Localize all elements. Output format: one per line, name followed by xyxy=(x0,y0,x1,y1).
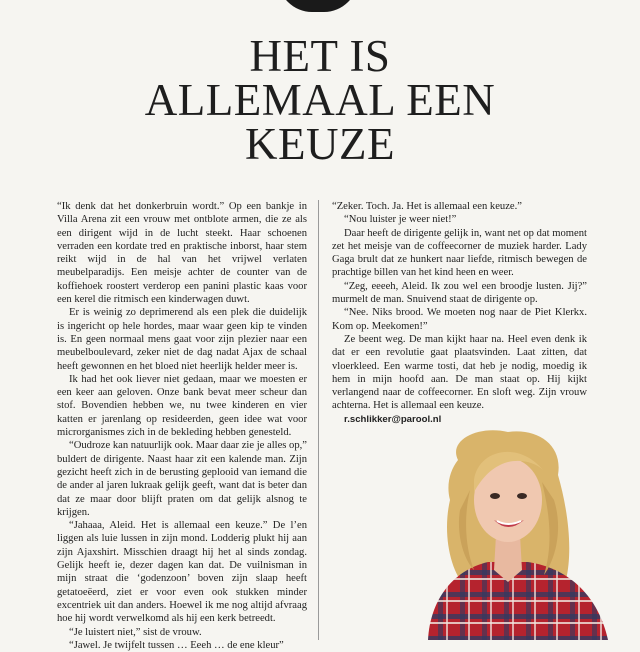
author-photo-illustration xyxy=(408,430,640,640)
paragraph: “Jawel. Je twijfelt tussen … Eeeh … de ene kleur” xyxy=(69,639,284,651)
paragraph: “Je luistert niet,” sist de vrouw. xyxy=(69,626,202,638)
paragraph: Daar heeft de dirigente gelijk in, want net op dat moment zet het meisje van de coffeecorner de muziek harder. Lady Gaga brult dat ze hunkert naar liefde, ritmisch bewegen de prachtige billen van het kind heen en weer. xyxy=(332,227,587,279)
paragraph: Ze beent weg. De man kijkt haar na. Heel even denk ik dat er een revolutie gaat plaatsvinden. Laat zitten, dat vloerkleed. Een warme tosti, dat heb je nodig, moedig ik hem in mijn hoofd aan. De man staat op. Hij kijkt verlangend naar de coffeecorner. En sloft weg. Zijn vrouw achterna. Het is allemaal een keuze. xyxy=(332,333,587,412)
paragraph: “Oudroze kan natuurlijk ook. Maar daar zie je alles op,” buldert de dirigente. Naast haar zit een kalende man. Zijn gezicht heeft zich in de berusting geplooid van iemand die de ander al jaren lukraak gelijk geeft, want dat is beter dan dat ze maar door blijft praten om dat gelijk alsnog te krijgen. xyxy=(57,440,307,518)
headline-line-3: KEUZE xyxy=(245,119,395,169)
column-divider xyxy=(318,200,319,640)
paragraph: Ik had het ook liever niet gedaan, maar we moesten er een keer aan geloven. Onze bank bevat meer scheur dan stof. Bovendien hebben we, nu twee kinderen en vier katten er jarenlang op resideerden, geen idee wat voor microrganismes zich in de bekleding hebben genesteld. xyxy=(57,373,307,439)
paragraph: “Nee. Niks brood. We moeten nog naar de Piet Klerkx. Kom op. Meekomen!” xyxy=(332,307,587,332)
paragraph: “Zeg, eeeeh, Aleid. Ik zou wel een broodje lusten. Jij?” murmelt de man. Snuivend staat de dirigente op. xyxy=(332,280,587,306)
author-email-link[interactable]: r.schlikker@parool.nl xyxy=(344,413,442,425)
paragraph: “Nou luister je weer niet!” xyxy=(344,214,457,226)
paragraph: “Zeker. Toch. Ja. Het is allemaal een keuze.” xyxy=(332,201,522,212)
headline-line-2: ALLEMAAL EEN xyxy=(144,75,496,125)
section-logo-circle xyxy=(278,0,358,12)
headline-line-1: HET IS xyxy=(249,31,391,81)
left-column xyxy=(57,200,307,651)
paragraph: “Ik denk dat het donkerbruin wordt.” Op een bankje in Villa Arena zit een vrouw met ontblote armen, die ze als een dirigent wijd in de lucht steekt. Haar schoenen verraden een kordate tred en praktische inborst, haar stem reikt wijd in de hal van het vrijwel verlaten meubelparadijs. Een meisje achter de counter van de koffiehoek roostert verderop een panini plastic kaas voor een kerel die ritmisch een kinderwagen duwt. xyxy=(57,201,307,306)
paragraph: Er is weinig zo deprimerend als een plek die duidelijk is ingericht op hele hordes, maar waar geen kip te vinden is. En geen normaal mens gaat voor zijn plezier naar een meubelboulevard, zeker niet de dag nadat Ajax de schaal heeft gewonnen en het bloed niet heerlijk helder meer is. xyxy=(57,307,307,372)
author-photo xyxy=(408,430,640,640)
right-column xyxy=(332,200,587,426)
paragraph: “Jahaaa, Aleid. Het is allemaal een keuze.” De l’en liggen als luie lussen in zijn mond. Lodderig plukt hij aan zijn Ajaxshirt. Misschien draagt hij het al sinds zondag. Gelijk heeft ie, dezer dagen kan dat. De vuilnisman in mijn straat die ‘godenzoon’ boven zijn slaap heeft getatoeëerd, ziet er voor even ook stukken minder excentriek uit dan anders. Hoewel ik me nog altijd afvraag hoe hij wordt verwelkomd als hij een kerk betreedt. xyxy=(57,520,307,625)
headline xyxy=(0,31,640,169)
